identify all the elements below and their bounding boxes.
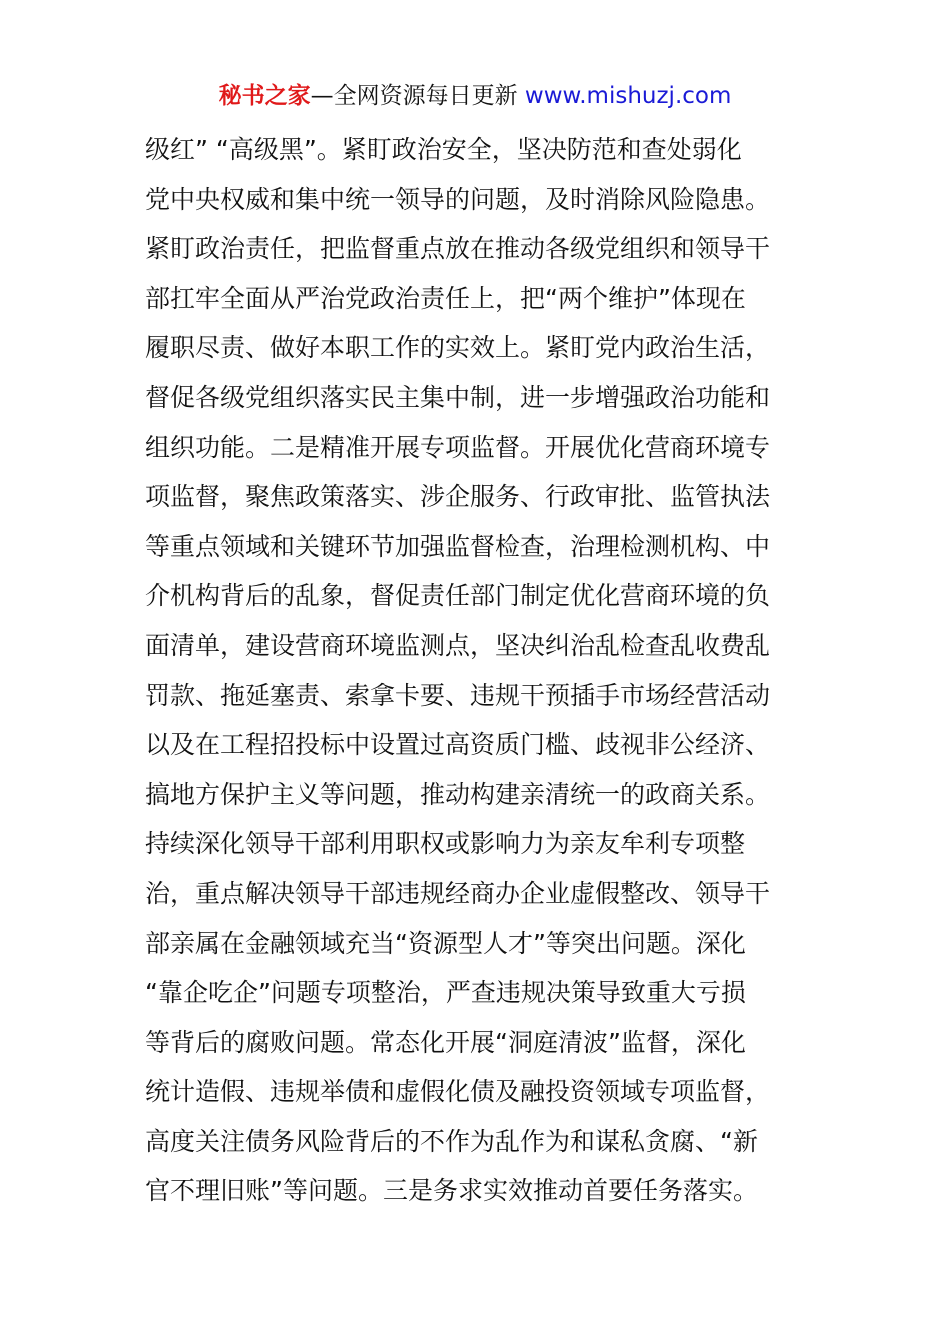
text-line: 督促各级党组织落实民主集中制，进一步增强政治功能和 [145,382,771,412]
text-line: 以及在工程招投标中设置过高资质门槛、歧视非公经济、 [145,730,771,760]
text-line: 项监督，聚焦政策落实、涉企服务、行政审批、监管执法 [145,482,771,512]
text-line: 级红” “高级黑”。紧盯政治安全，坚决防范和查处弱化 [145,135,742,164]
text-line: 高度关注债务风险背后的不作为乱作为和谋私贪腐、“新 [145,1126,758,1156]
text-line: 官不理旧账”等问题。三是务求实效推动首要任务落实。 [145,1176,758,1206]
text-line: 紧盯政治责任，把监督重点放在推动各级党组织和领导干 [145,234,771,264]
text-line: 等背后的腐败问题。常态化开展“洞庭清波”监督，深化 [145,1027,746,1057]
site-url-link[interactable]: www.mishuzj.com [524,83,732,109]
text-line: 介机构背后的乱象，督促责任部门制定优化营商环境的负 [145,581,771,611]
document-body [145,125,815,1216]
text-line: 等重点领域和关键环节加强监督检查，治理检测机构、中 [145,531,771,561]
text-line: 治，重点解决领导干部违规经商办企业虚假整改、领导干 [145,878,771,908]
site-tagline: —全网资源每日更新 [310,83,525,109]
text-line: 党中央权威和集中统一领导的问题，及时消除风险隐患。 [145,184,771,214]
text-line: 部扛牢全面从严治党政治责任上，把“两个维护”体现在 [145,283,746,313]
text-line: 部亲属在金融领域充当“资源型人才”等突出问题。深化 [145,928,746,958]
text-line: “靠企吃企”问题专项整治，严查违规决策导致重大亏损 [145,978,746,1008]
text-line: 组织功能。二是精准开展专项监督。开展优化营商环境专 [145,432,771,462]
text-line: 面清单，建设营商环境监测点，坚决纠治乱检查乱收费乱 [145,630,771,660]
site-brand: 秘书之家 [218,83,311,109]
text-line: 搞地方保护主义等问题，推动构建亲清统一的政商关系。 [145,779,771,809]
text-line: 统计造假、违规举债和虚假化债及融投资领域专项监督， [145,1077,771,1107]
site-header [0,80,950,112]
text-line: 持续深化领导干部利用职权或影响力为亲友牟利专项整 [145,829,746,859]
text-line: 罚款、拖延塞责、索拿卡要、违规干预插手市场经营活动 [145,680,771,710]
text-line: 履职尽责、做好本职工作的实效上。紧盯党内政治生活， [145,333,771,363]
